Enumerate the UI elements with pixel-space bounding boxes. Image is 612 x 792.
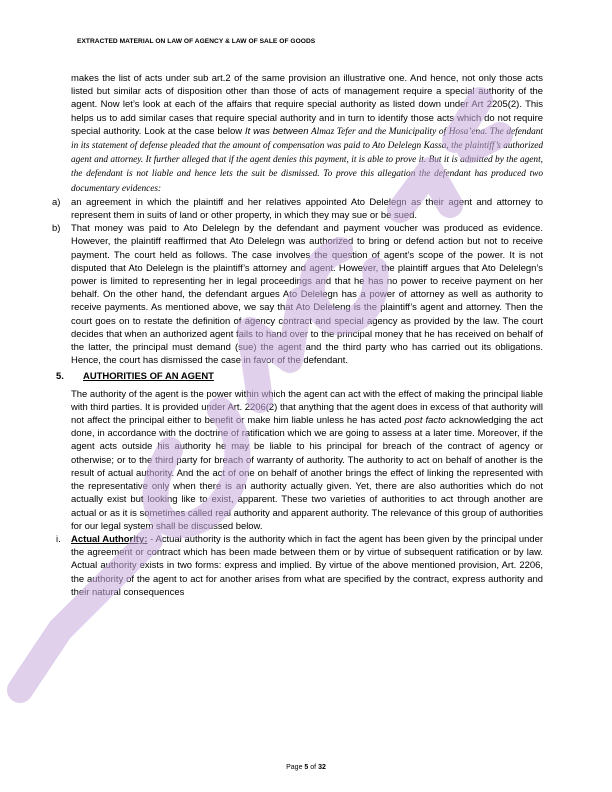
list-marker: i. [56, 533, 61, 545]
list-marker: a) [52, 196, 61, 208]
intro-paragraph [71, 72, 543, 196]
actual-authority-label: Actual Authority: [71, 533, 148, 545]
list-item-text: That money was paid to Ato Delelegn by the defendant and payment voucher was produced as evidence. However, the plaintiff reaffirmed that Ato Delelegn was authorized to bring or defend action but not to receive payment. The court held as follows. The case involves the question of agent’s scope of the power. It is not disputed that Ato Delelegn is the plaintiff’s attorney and agent. However, the plaintiff argues that Ato Delelegn’s power is limited to representing her in legal proceedings and that he has no power to receive payment on her behalf. On the other hand, the defendant argues Ato Delelegn has a power of attorney as well as authority to receive payments. As mentioned above, we say that Ato Deleleng is the plaintiff’s agent and attorney. Then the court goes on to restate the definition of agency contract and special agency as provided by the law. The court decides that when an authorized agent fails to hand over to the principal money that he has received on behalf of the latter, the principal must demand (sue) the agent and the third party who has carried out its obligations. Hence, the court has dismissed the case in favor of the defendant. [71, 223, 543, 367]
page-header: EXTRACTED MATERIAL ON LAW OF AGENCY & LAW OF SALE OF GOODS [77, 38, 316, 45]
section-number: 5. [56, 371, 64, 383]
footer-prefix: Page [286, 764, 305, 771]
footer-of: of [308, 764, 319, 771]
section-text-italic: post facto [404, 415, 446, 427]
case-description: Almaz Tefer and the Municipality of Hosa’ena. The defendant in its statement of defense pleaded that the amount of compensation was paid to Ato Delelegn Kassa, the plaintiff’s authorized agent and attorney. It further alleged that if the agent denies this payment, it is able to prove it. But it is admitted by the agent, the defendant is not liable and hence lets the suit be dismissed. To prove this allegation the defendant has produced two documentary evidences: [71, 126, 544, 194]
section-text-2: acknowledging the act done, in accordance with the doctrine of ratification which we are going to assess at a later time. Moreover, if the agent acts outside his authority he may be liable to his principal for breach of the contract of agency or otherwise; or to the third party for breach of warranty of authority. The authority to act on behalf of another is the result of actual authority. And the act of one on behalf of another brings the effect of linking the represented with the representative only when there is an authority actually given. Yet, there are also authorities which do not actually exist but looking like to exist, apparent. These two varieties of authorities to act through another are actual or as it is sometimes called real authority and apparent authority. The relevance of this group of authorities for our legal system shall be discussed below. [71, 415, 543, 532]
list-item-a [52, 196, 543, 222]
current-page-number: 5 [304, 764, 309, 771]
section-heading [56, 370, 543, 383]
intro-italic: It was between [244, 125, 309, 137]
list-item-b [52, 222, 543, 367]
list-item-text [71, 533, 543, 599]
list-item-text: an agreement in which the plaintiff and her relatives appointed Ato Delelegn as their agent and attorney to represent them in suits of land or other property, in which they may sue or be sued. [71, 196, 543, 222]
section-paragraph [71, 388, 543, 533]
list-item-i [56, 533, 543, 599]
section-title: AUTHORITIES OF AN AGENT [83, 371, 214, 383]
intro-text: makes the list of acts under sub art.2 of the same provision an illustrative one. And hence, not only those acts listed but similar acts of disposition other than those of acts of management require a special authority of the agent. Now let’s look at each of the affairs that require special authority as listed down under Art 2205(2). This helps us to add similar cases that require special authority and in turn to identify those acts which do not require special authority. Look at the case below [71, 73, 543, 137]
section-text-1: The authority of the agent is the power within which the agent can act with the effect of making the principal liable with third parties. It is provided under Art. 2206(2) that anything that the agent does in excess of that authority will not affect the principal either to benefit or make him liable unless he has acted [71, 388, 543, 427]
body-text [52, 72, 544, 599]
actual-authority-text: - Actual authority is the authority which in fact the agent has been given by the principal under the agreement or contract which has been made between them or by virtue of subsequent ratification or by law. Actual authority exists in two forms: express and implied. By virtue of the above mentioned provision, Art. 2206, the authority of the agent to act for another arises from what are specified by the contract, express authority and their natural consequences [71, 533, 543, 598]
list-marker: b) [52, 223, 61, 235]
page-footer [0, 764, 612, 771]
total-pages-number: 32 [318, 764, 326, 771]
